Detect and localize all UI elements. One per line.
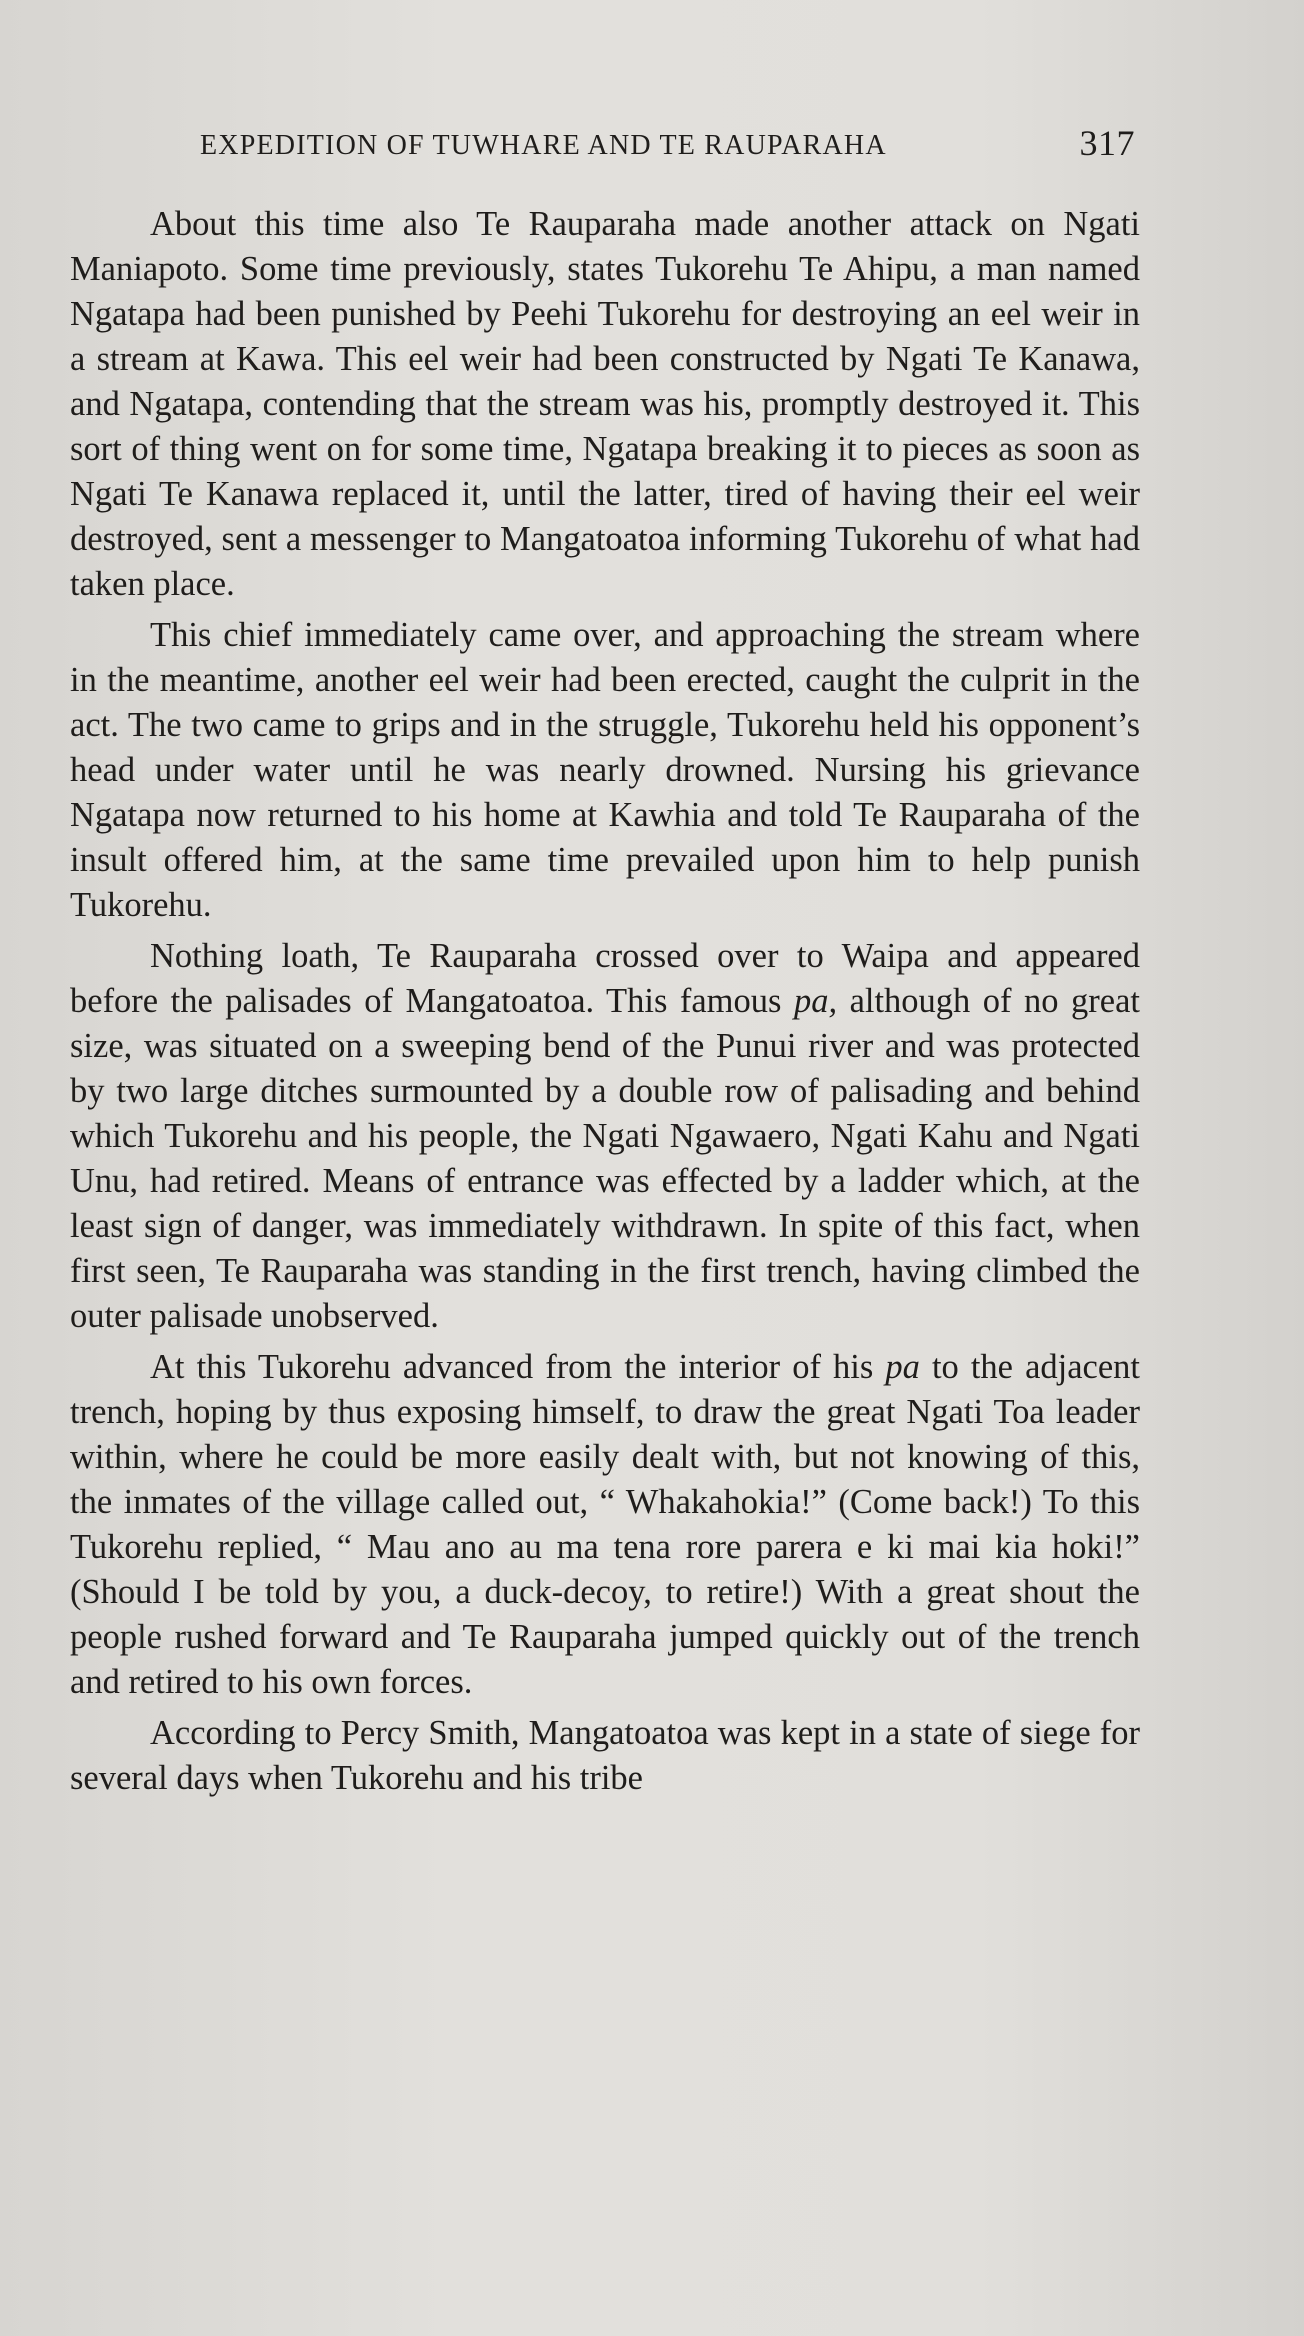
running-head: EXPEDITION OF TUWHARE AND TE RAUPARAHA bbox=[200, 130, 887, 161]
paragraph-4-text-b: to the adjacent trench, hoping by thus exposing himself, to draw the great Ngati Toa leader within, where he could be more easily dealt with, but not knowing of this, the inmates of the village called out, “ Whakahokia!” (Come back!) To this Tukorehu replied, “ Mau ano au ma tena rore parera e ki mai kia hoki!” (Should I be told by you, a duck-decoy, to retire!) With a great shout the people rushed forward and Te Rauparaha jumped quickly out of the trench and retired to his own forces. bbox=[70, 1348, 1140, 1701]
paragraph-3-text-a: Nothing loath, Te Rauparaha crossed over to Waipa and appeared before the palisades of Mangatoatoa. This famous bbox=[70, 937, 1140, 1020]
paragraph-3-text-b: although of no great size, was situated on a sweeping bend of the Punui river and was protected by two large ditches surmounted by a double row of palisading and behind which Tukorehu and his people, the Ngati Ngawaero, Ngati Kahu and Ngati Unu, had retired. Means of entrance was effected by a ladder which, at the least sign of danger, was immediately withdrawn. In spite of this fact, when first seen, Te Rauparaha was standing in the first trench, having climbed the outer palisade unobserved. bbox=[70, 982, 1140, 1335]
paragraph-2-text: This chief immediately came over, and approaching the stream where in the meantime, another eel weir had been erected, caught the culprit in the act. The two came to grips and in the struggle, Tukorehu held his opponent’s head under water until he was nearly drowned. Nursing his grievance Ngatapa now returned to his home at Kawhia and told Te Rauparaha of the insult offered him, at the same time prevailed upon him to help punish Tukorehu. bbox=[70, 616, 1140, 924]
paragraph-5 bbox=[70, 1711, 1140, 1801]
page-number: 317 bbox=[1079, 123, 1135, 163]
paragraph-1 bbox=[70, 202, 1140, 607]
paragraph-1-text: About this time also Te Rauparaha made another attack on Ngati Maniapoto. Some time previously, states Tukorehu Te Ahipu, a man named Ngatapa had been punished by Peehi Tukorehu for destroying an eel weir in a stream at Kawa. This eel weir had been constructed by Ngati Te Kanawa, and Ngatapa, contending that the stream was his, promptly destroyed it. This sort of thing went on for some time, Ngatapa breaking it to pieces as soon as Ngati Te Kanawa replaced it, until the latter, tired of having their eel weir destroyed, sent a messenger to Mangatoatoa informing Tukorehu of what had taken place. bbox=[70, 205, 1140, 603]
paragraph-4 bbox=[70, 1345, 1140, 1705]
paragraph-2 bbox=[70, 613, 1140, 928]
page-header bbox=[200, 122, 1135, 172]
paragraph-3 bbox=[70, 934, 1140, 1339]
paragraph-5-text: According to Percy Smith, Mangatoatoa was kept in a state of siege for several days when Tukorehu and his tribe bbox=[70, 1714, 1140, 1797]
paragraph-4-italic-term: pa bbox=[885, 1348, 920, 1386]
paragraph-3-italic-term: pa, bbox=[793, 982, 838, 1020]
paragraph-4-text-a: At this Tukorehu advanced from the interior of his bbox=[150, 1348, 886, 1386]
body-text bbox=[70, 202, 1140, 1801]
